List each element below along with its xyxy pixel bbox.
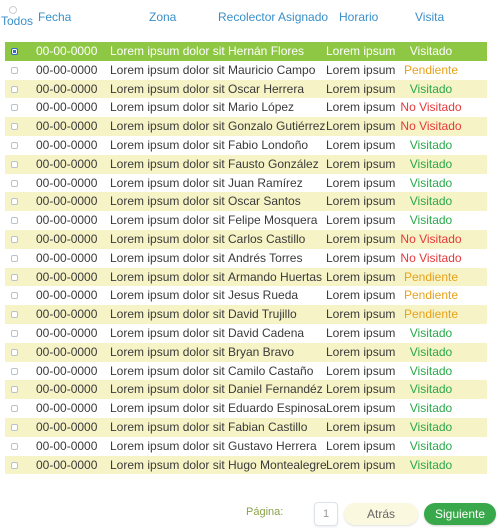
cell-horario: Lorem ipsum	[326, 382, 396, 397]
row-checkbox[interactable]	[11, 142, 18, 149]
cell-zona: Lorem ipsum dolor sit	[110, 307, 225, 322]
table-row[interactable]	[5, 324, 487, 343]
cell-recolector: Armando Huertas	[228, 269, 323, 284]
cell-fecha: 00-00-0000	[36, 419, 98, 434]
row-checkbox[interactable]	[11, 198, 18, 205]
column-header-visita[interactable]: Visita	[415, 10, 445, 24]
table-row[interactable]	[5, 437, 487, 456]
cell-visita: No Visitado	[400, 250, 462, 265]
cell-recolector: Camilo Castaño	[228, 363, 314, 378]
cell-horario: Lorem ipsum	[326, 119, 396, 134]
cell-zona: Lorem ipsum dolor sit	[110, 419, 225, 434]
cell-zona: Lorem ipsum dolor sit	[110, 175, 225, 190]
cell-zona: Lorem ipsum dolor sit	[110, 438, 225, 453]
cell-visita: Pendiente	[403, 269, 459, 284]
cell-visita: Visitado	[409, 382, 453, 397]
cell-fecha: 00-00-0000	[36, 213, 98, 228]
cell-fecha: 00-00-0000	[36, 81, 98, 96]
cell-visita: Visitado	[409, 325, 453, 340]
cell-recolector: Hernán Flores	[228, 44, 305, 58]
cell-visita: Visitado	[409, 344, 453, 359]
table-row[interactable]	[5, 343, 487, 362]
cell-visita: Pendiente	[403, 62, 459, 77]
table-row[interactable]	[5, 80, 487, 99]
cell-visita: Visitado	[409, 44, 453, 58]
cell-zona: Lorem ipsum dolor sit	[110, 81, 225, 96]
row-checkbox[interactable]	[11, 236, 18, 243]
cell-horario: Lorem ipsum	[326, 457, 396, 472]
cell-visita: Visitado	[409, 81, 453, 96]
table-row[interactable]	[5, 211, 487, 230]
cell-zona: Lorem ipsum dolor sit	[110, 382, 225, 397]
cell-horario: Lorem ipsum	[326, 401, 396, 416]
page-number-input[interactable]: 1	[314, 502, 338, 526]
cell-visita: No Visitado	[400, 100, 462, 115]
cell-visita: Pendiente	[403, 307, 459, 322]
cell-zona: Lorem ipsum dolor sit	[110, 250, 225, 265]
row-checkbox[interactable]	[11, 386, 18, 393]
cell-horario: Lorem ipsum	[326, 175, 396, 190]
cell-recolector: Daniel Fernandéz	[228, 382, 323, 397]
cell-horario: Lorem ipsum	[326, 363, 396, 378]
table-row[interactable]	[5, 362, 487, 381]
cell-recolector: Bryan Bravo	[228, 344, 295, 359]
cell-fecha: 00-00-0000	[36, 175, 98, 190]
cell-fecha: 00-00-0000	[36, 231, 98, 246]
cell-horario: Lorem ipsum	[326, 250, 396, 265]
cell-horario: Lorem ipsum	[326, 81, 396, 96]
cell-horario: Lorem ipsum	[326, 307, 396, 322]
cell-recolector: Mauricio Campo	[228, 62, 316, 77]
table-row[interactable]	[5, 98, 487, 117]
table-row[interactable]	[5, 136, 487, 155]
cell-zona: Lorem ipsum dolor sit	[110, 457, 225, 472]
cell-horario: Lorem ipsum	[326, 438, 396, 453]
cell-fecha: 00-00-0000	[36, 438, 98, 453]
cell-recolector: Eduardo Espinosa	[228, 401, 327, 416]
table-row[interactable]	[5, 305, 487, 324]
page-label: Página:	[246, 506, 284, 518]
cell-recolector: Gustavo Herrera	[228, 438, 317, 453]
row-checkbox[interactable]	[11, 180, 18, 187]
cell-fecha: 00-00-0000	[36, 401, 98, 416]
cell-fecha: 00-00-0000	[36, 288, 98, 303]
row-checkbox[interactable]	[11, 255, 18, 262]
cell-visita: Visitado	[409, 156, 453, 171]
cell-visita: Visitado	[409, 419, 453, 434]
cell-zona: Lorem ipsum dolor sit	[110, 231, 225, 246]
row-checkbox[interactable]	[11, 330, 18, 337]
row-checkbox[interactable]	[11, 424, 18, 431]
back-button[interactable]: Atrás	[344, 503, 418, 525]
cell-horario: Lorem ipsum	[326, 44, 396, 58]
cell-recolector: Oscar Herrera	[228, 81, 305, 96]
cell-recolector: David Cadena	[228, 325, 305, 340]
cell-recolector: Juan Ramírez	[228, 175, 303, 190]
cell-recolector: Andrés Torres	[228, 250, 303, 265]
cell-recolector: Carlos Castillo	[228, 231, 306, 246]
table-row[interactable]	[5, 42, 487, 61]
row-checkbox[interactable]	[11, 48, 18, 55]
row-checkbox[interactable]	[11, 123, 18, 130]
row-checkbox[interactable]	[11, 67, 18, 74]
cell-recolector: Gonzalo Gutiérrez	[228, 119, 326, 134]
cell-horario: Lorem ipsum	[326, 100, 396, 115]
cell-fecha: 00-00-0000	[36, 100, 98, 115]
cell-visita: Visitado	[409, 438, 453, 453]
table-row[interactable]	[5, 192, 487, 211]
table-row[interactable]	[5, 380, 487, 399]
row-checkbox[interactable]	[11, 405, 18, 412]
table-row[interactable]	[5, 286, 487, 305]
cell-horario: Lorem ipsum	[326, 419, 396, 434]
cell-fecha: 00-00-0000	[36, 344, 98, 359]
row-checkbox[interactable]	[11, 311, 18, 318]
next-button[interactable]: Siguiente	[424, 503, 496, 525]
select-all-label[interactable]: Todos	[1, 14, 34, 28]
cell-visita: Visitado	[409, 363, 453, 378]
cell-fecha: 00-00-0000	[36, 44, 98, 58]
cell-recolector: Fabio Londoño	[228, 137, 309, 152]
column-header-recolector[interactable]: Recolector Asignado	[218, 10, 329, 24]
row-checkbox[interactable]	[11, 368, 18, 375]
cell-zona: Lorem ipsum dolor sit	[110, 194, 225, 209]
cell-zona: Lorem ipsum dolor sit	[110, 269, 225, 284]
row-checkbox[interactable]	[11, 349, 18, 356]
cell-horario: Lorem ipsum	[326, 194, 396, 209]
cell-fecha: 00-00-0000	[36, 119, 98, 134]
table-row[interactable]	[5, 61, 487, 80]
table-row[interactable]	[5, 456, 487, 475]
cell-recolector: Fausto González	[228, 156, 319, 171]
row-checkbox[interactable]	[11, 104, 18, 111]
cell-horario: Lorem ipsum	[326, 213, 396, 228]
table-body	[5, 42, 487, 474]
cell-horario: Lorem ipsum	[326, 137, 396, 152]
cell-horario: Lorem ipsum	[326, 325, 396, 340]
column-header-zona[interactable]: Zona	[149, 10, 177, 24]
cell-fecha: 00-00-0000	[36, 325, 98, 340]
cell-zona: Lorem ipsum dolor sit	[110, 44, 225, 58]
cell-fecha: 00-00-0000	[36, 382, 98, 397]
pagination	[0, 500, 500, 530]
table-row[interactable]	[5, 117, 487, 136]
cell-recolector: Mario López	[228, 100, 295, 115]
cell-zona: Lorem ipsum dolor sit	[110, 156, 225, 171]
table-row[interactable]	[5, 230, 487, 249]
cell-recolector: Felipe Mosquera	[228, 213, 318, 228]
row-checkbox[interactable]	[11, 274, 18, 281]
row-checkbox[interactable]	[11, 161, 18, 168]
cell-zona: Lorem ipsum dolor sit	[110, 344, 225, 359]
cell-recolector: David Trujillo	[228, 307, 297, 322]
cell-zona: Lorem ipsum dolor sit	[110, 62, 225, 77]
row-checkbox[interactable]	[11, 86, 18, 93]
cell-zona: Lorem ipsum dolor sit	[110, 137, 225, 152]
table-header	[0, 0, 500, 40]
column-header-fecha[interactable]: Fecha	[38, 10, 72, 24]
cell-fecha: 00-00-0000	[36, 363, 98, 378]
cell-fecha: 00-00-0000	[36, 457, 98, 472]
table-row[interactable]	[5, 399, 487, 418]
cell-recolector: Hugo Montealegre	[228, 457, 327, 472]
cell-visita: Visitado	[409, 194, 453, 209]
cell-fecha: 00-00-0000	[36, 62, 98, 77]
cell-recolector: Jesus Rueda	[228, 288, 299, 303]
table-row[interactable]	[5, 174, 487, 193]
cell-visita: Visitado	[409, 401, 453, 416]
cell-visita: No Visitado	[400, 231, 462, 246]
cell-zona: Lorem ipsum dolor sit	[110, 401, 225, 416]
table-row[interactable]	[5, 249, 487, 268]
column-header-horario[interactable]: Horario	[339, 10, 379, 24]
table-row[interactable]	[5, 268, 487, 287]
table-row[interactable]	[5, 155, 487, 174]
cell-zona: Lorem ipsum dolor sit	[110, 288, 225, 303]
cell-visita: Visitado	[409, 175, 453, 190]
cell-zona: Lorem ipsum dolor sit	[110, 363, 225, 378]
cell-fecha: 00-00-0000	[36, 194, 98, 209]
cell-horario: Lorem ipsum	[326, 231, 396, 246]
row-checkbox[interactable]	[11, 443, 18, 450]
cell-zona: Lorem ipsum dolor sit	[110, 100, 225, 115]
cell-visita: Visitado	[409, 457, 453, 472]
cell-zona: Lorem ipsum dolor sit	[110, 119, 225, 134]
cell-zona: Lorem ipsum dolor sit	[110, 213, 225, 228]
cell-recolector: Oscar Santos	[228, 194, 301, 209]
select-all-checkbox[interactable]	[9, 6, 17, 14]
cell-horario: Lorem ipsum	[326, 156, 396, 171]
cell-horario: Lorem ipsum	[326, 344, 396, 359]
cell-visita: Visitado	[409, 213, 453, 228]
cell-visita: Visitado	[409, 137, 453, 152]
cell-visita: No Visitado	[400, 119, 462, 134]
cell-visita: Pendiente	[403, 288, 459, 303]
cell-fecha: 00-00-0000	[36, 156, 98, 171]
cell-fecha: 00-00-0000	[36, 269, 98, 284]
cell-fecha: 00-00-0000	[36, 307, 98, 322]
table-row[interactable]	[5, 418, 487, 437]
row-checkbox[interactable]	[11, 217, 18, 224]
row-checkbox[interactable]	[11, 292, 18, 299]
cell-zona: Lorem ipsum dolor sit	[110, 325, 225, 340]
cell-horario: Lorem ipsum	[326, 62, 396, 77]
cell-fecha: 00-00-0000	[36, 137, 98, 152]
cell-horario: Lorem ipsum	[326, 288, 396, 303]
cell-recolector: Fabian Castillo	[228, 419, 308, 434]
row-checkbox[interactable]	[11, 462, 18, 469]
cell-fecha: 00-00-0000	[36, 250, 98, 265]
cell-horario: Lorem ipsum	[326, 269, 396, 284]
